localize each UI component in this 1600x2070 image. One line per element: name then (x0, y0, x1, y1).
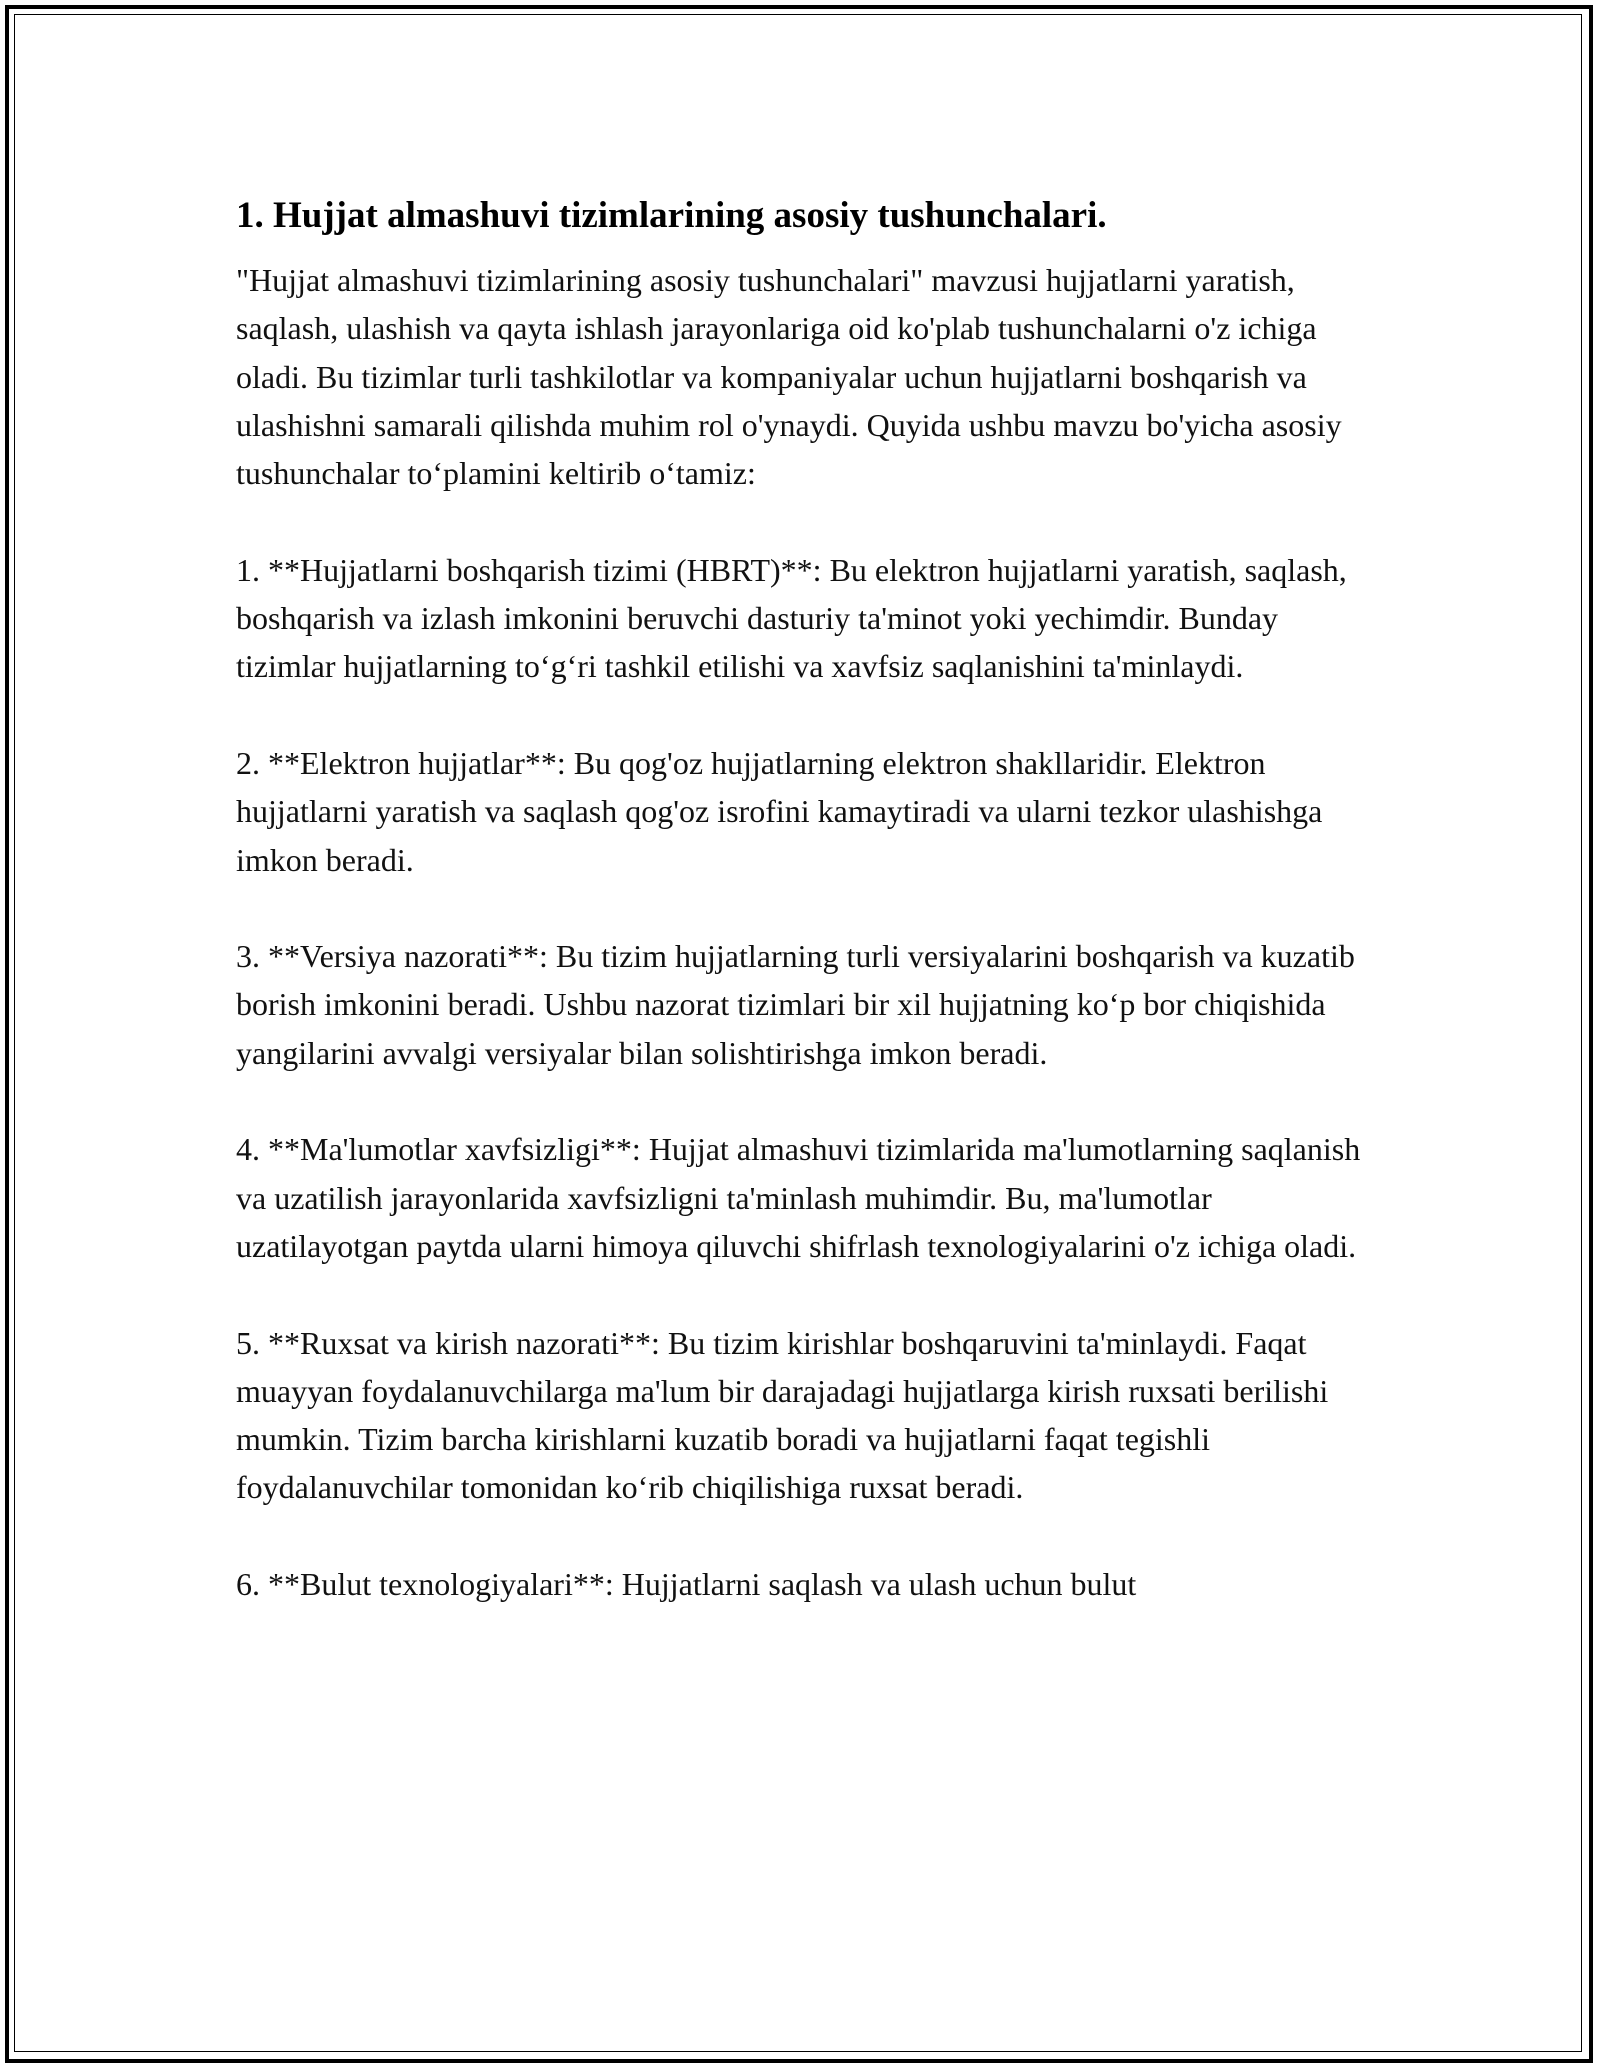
item-document-management-system: 1. **Hujjatlarni boshqarish tizimi (HBRT)**: Bu elektron hujjatlarni yaratish, saqlash, boshqarish va izlash imkonini beruvchi dasturiy ta'minot yoki yechimdir. Bunday tizimlar hujjatlarning to‘g‘ri tashkil etilishi va xavfsiz saqlanishini ta'minlaydi. (236, 551, 1347, 685)
intro-paragraph: "Hujjat almashuvi tizimlarining asosiy tushunchalari" mavzusi hujjatlarni yaratish, saqlash, ulashish va qayta ishlash jarayonlariga oid ko'plab tushunchalarni o'z ichiga oladi. Bu tizimlar turli tashkilotlar va kompaniyalar uchun hujjatlarni boshqarish va ulashishni samarali qilishda muhim rol o'ynaydi. Quyida ushbu mavzu bo'yicha asosiy tushunchalar to‘plamini keltirib o‘tamiz: (236, 262, 1342, 492)
item-cloud-technologies: 6. **Bulut texnologiyalari**: Hujjatlarni saqlash va ulash uchun bulut (236, 1566, 1137, 1603)
item-access-control: 5. **Ruxsat va kirish nazorati**: Bu tizim kirishlar boshqaruvini ta'minlaydi. Faqat muayyan foydalanuvchilarga ma'lum bir darajadagi hujjatlarga kirish ruxsati berilishi mumkin. Tizim barcha kirishlarni kuzatib boradi va hujjatlarni faqat tegishli foydalanuvchilar tomonidan ko‘rib chiqilishiga ruxsat beradi. (236, 1324, 1329, 1506)
item-electronic-documents: 2. **Elektron hujjatlar**: Bu qog'oz hujjatlarning elektron shakllaridir. Elektron hujjatlarni yaratish va saqlash qog'oz isrofini kamaytiradi va ularni tezkor ulashishga imkon beradi. (236, 744, 1323, 878)
item-data-security: 4. **Ma'lumotlar xavfsizligi**: Hujjat almashuvi tizimlarida ma'lumotlarning saqlanish va uzatilish jarayonlarida xavfsizligni ta'minlash muhimdir. Bu, ma'lumotlar uzatilayotgan paytda ularni himoya qiluvchi shifrlash texnologiyalarini o'z ichiga oladi. (236, 1131, 1361, 1264)
document-title: 1. Hujjat almashuvi tizimlarining asosiy tushunchalari. (236, 195, 1107, 236)
item-version-control: 3. **Versiya nazorati**: Bu tizim hujjatlarning turli versiyalarini boshqarish va kuzatib borish imkonini beradi. Ushbu nazorat tizimlari bir xil hujjatning ko‘p bor chiqishida yangilarini avvalgi versiyalar bilan solishtirishga imkon beradi. (236, 938, 1355, 1071)
document-body (236, 188, 1376, 1657)
